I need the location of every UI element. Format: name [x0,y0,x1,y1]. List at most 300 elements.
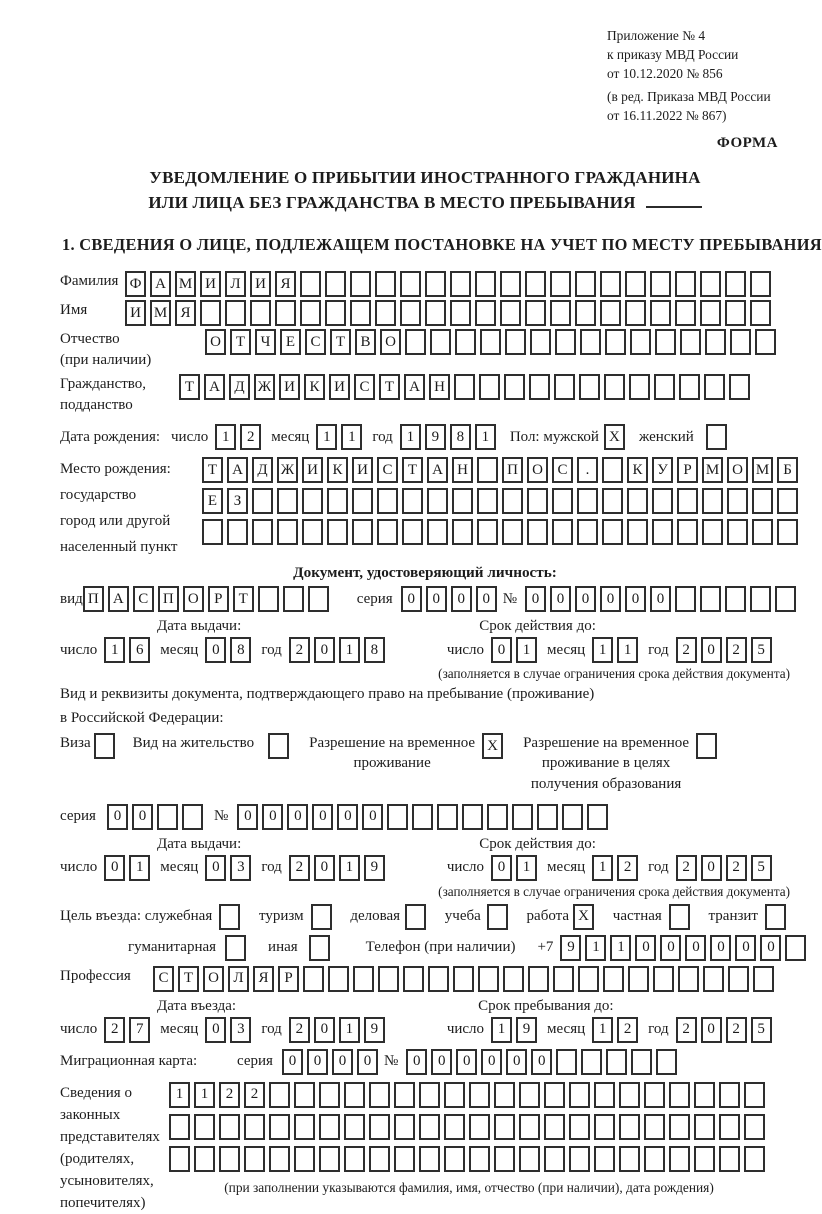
identity-issue-heading: Дата выдачи: [157,618,242,635]
surname-boxes [125,271,775,297]
char-box: 3 [230,1017,251,1043]
char-box: 2 [676,637,697,663]
migration-card-row [60,1049,790,1075]
char-box: 5 [751,637,772,663]
char-box [578,966,599,992]
char-box: 1 [215,424,236,450]
day-label: число [171,428,209,445]
surname-label: Фамилия [60,273,119,290]
char-box [454,374,475,400]
char-box [369,1114,390,1140]
char-box: 6 [129,637,150,663]
char-box [580,329,601,355]
sex-male-label: Пол: мужской [509,428,599,445]
char-box [283,586,304,612]
char-box [602,488,623,514]
char-box [575,271,596,297]
char-box [350,271,371,297]
entry-day [104,1017,154,1043]
char-box [625,271,646,297]
char-box: Т [330,329,351,355]
char-box [377,488,398,514]
char-box: З [227,488,248,514]
char-box: 0 [701,1017,722,1043]
birth-place-label: Место рождения: государство город или другой населенный пункт [60,461,178,556]
identity-expiry-group [447,637,776,663]
char-box [730,329,751,355]
char-box: 0 [525,586,546,612]
day-label: число [446,1021,485,1038]
char-box: 2 [219,1082,240,1108]
char-box: 0 [481,1049,502,1075]
residence-date-headings [60,836,790,853]
char-box: С [354,374,375,400]
year-label: год [261,641,282,658]
year-label: год [261,1021,282,1038]
char-box [219,1146,240,1172]
char-box [694,1146,715,1172]
char-box [679,374,700,400]
purpose-private-option: частная [613,904,694,930]
char-box: 0 [314,637,335,663]
char-box [669,1082,690,1108]
phone-label: Телефон (при наличии) [365,939,516,956]
identity-number-boxes [525,586,800,612]
char-box: Б [777,457,798,483]
day-label: число [60,641,98,658]
entry-dates-row [60,1017,790,1043]
char-box: 0 [701,637,722,663]
char-box [678,966,699,992]
char-box [469,1146,490,1172]
char-box [656,1049,677,1075]
char-box [625,300,646,326]
char-box: 0 [506,1049,527,1075]
char-box [556,1049,577,1075]
surname-row [60,271,790,297]
char-box: 8 [450,424,471,450]
char-box: С [305,329,326,355]
char-box: 0 [205,637,226,663]
char-box [300,271,321,297]
char-box: 0 [337,804,358,830]
year-label: год [648,641,669,658]
char-box [575,300,596,326]
name-boxes [125,300,775,326]
char-box: П [83,586,104,612]
char-box: С [153,966,174,992]
month-label: месяц [160,1021,199,1038]
char-box: 2 [240,424,261,450]
char-box: Л [225,271,246,297]
char-box: Е [280,329,301,355]
profession-label: Профессия [60,967,131,984]
stay-until-heading: Срок пребывания до: [478,997,614,1014]
char-box [302,519,323,545]
char-box: А [427,457,448,483]
char-box: К [627,457,648,483]
char-box: Ч [255,329,276,355]
char-box [631,1049,652,1075]
birth-place-row2 [202,488,802,514]
residence-options-row [60,733,790,794]
page-title [60,166,790,215]
temp-residence-option [309,733,507,774]
representatives-row2 [169,1114,769,1140]
char-box [752,519,773,545]
phone-prefix: +7 [537,939,554,956]
char-box [785,935,806,961]
char-box [587,804,608,830]
identity-series-boxes [401,586,501,612]
char-box: Л [228,966,249,992]
char-box [600,271,621,297]
char-box: Р [278,966,299,992]
char-box: 1 [516,855,537,881]
char-box [725,271,746,297]
char-box: 2 [617,855,638,881]
char-box [669,1114,690,1140]
char-box [475,300,496,326]
char-box: И [200,271,221,297]
char-box: Т [178,966,199,992]
char-box [300,300,321,326]
char-box: О [205,329,226,355]
char-box [727,488,748,514]
char-box: 0 [491,637,512,663]
char-box: И [279,374,300,400]
char-box: О [527,457,548,483]
patronymic-note: (при наличии) [60,352,152,369]
char-box: 0 [685,935,706,961]
char-box [725,300,746,326]
char-box: Я [275,271,296,297]
char-box: 2 [104,1017,125,1043]
visa-checkbox [94,733,115,759]
purpose-label: Цель въезда: служебная [60,908,213,925]
char-box [537,804,558,830]
day-label: число [446,859,485,876]
char-box: М [702,457,723,483]
char-box: А [150,271,171,297]
sex-female-label: женский [638,428,694,445]
appendix-block [607,26,797,125]
char-box [655,329,676,355]
char-box [402,519,423,545]
stay-day [491,1017,541,1043]
char-box: А [404,374,425,400]
char-box: Т [230,329,251,355]
char-box: 0 [287,804,308,830]
char-box [777,488,798,514]
char-box [581,1049,602,1075]
birth-date-label: Дата рождения: [60,428,161,445]
citizenship-boxes [179,374,754,400]
char-box: 8 [230,637,251,663]
char-box: 1 [194,1082,215,1108]
char-box [577,488,598,514]
char-box: 1 [617,637,638,663]
char-box: 2 [726,855,747,881]
patronymic-label: Отчество (при наличии) [60,329,205,371]
char-box [552,519,573,545]
year-label: год [648,1021,669,1038]
char-box [375,271,396,297]
month-label: месяц [160,641,199,658]
char-box [519,1082,540,1108]
char-box: М [175,271,196,297]
appendix-line: (в ред. Приказа МВД России [607,89,771,105]
char-box: О [203,966,224,992]
residence-issue-day [104,855,154,881]
char-box: Т [402,457,423,483]
char-box [503,966,524,992]
char-box: Д [229,374,250,400]
month-label: месяц [547,1021,586,1038]
representatives-row3 [169,1146,769,1172]
char-box [603,966,624,992]
profession-row [60,966,790,992]
identity-expiry-year [676,637,776,663]
page-title-line2: ИЛИ ЛИЦА БЕЗ ГРАЖДАНСТВА В МЕСТО ПРЕБЫВАНИЯ [60,191,790,216]
birth-day-boxes [215,424,265,450]
char-box [504,374,525,400]
name-row [60,300,790,326]
char-box [444,1082,465,1108]
char-box: 9 [364,855,385,881]
char-box [752,488,773,514]
purpose-official-option [60,904,244,930]
birth-place-row3 [202,519,802,545]
char-box [344,1114,365,1140]
char-box [606,1049,627,1075]
char-box [258,586,279,612]
char-box [303,966,324,992]
char-box: К [327,457,348,483]
char-box: 0 [760,935,781,961]
identity-doc-heading: Документ, удостоверяющий личность: [293,564,557,582]
residence-intro1: Вид и реквизиты документа, подтверждающего право на пребывание (проживание) [60,686,595,703]
char-box [325,300,346,326]
char-box [480,329,501,355]
char-box [702,488,723,514]
appendix-line: от 10.12.2020 № 856 [607,66,723,82]
char-box: 2 [289,1017,310,1043]
char-box: 2 [726,1017,747,1043]
char-box [202,519,223,545]
edu-residence-checkbox [696,733,717,759]
char-box [244,1146,265,1172]
char-box [419,1114,440,1140]
char-box [437,804,458,830]
migration-number-boxes [406,1049,681,1075]
edu-residence-label: Разрешение на временное проживание в целях получения образования [523,735,690,792]
char-box [569,1146,590,1172]
temp-residence-label: Разрешение на временное проживание [309,735,476,772]
char-box [244,1114,265,1140]
char-box: М [752,457,773,483]
char-box [294,1082,315,1108]
purpose-tourism-option: туризм [259,904,336,930]
identity-kind-row [60,586,790,612]
char-box: Ж [254,374,275,400]
char-box: Д [252,457,273,483]
char-box [528,966,549,992]
char-box [394,1082,415,1108]
char-box [477,488,498,514]
char-box [525,300,546,326]
birth-place-rows [202,457,802,545]
purpose-business-option: деловая [350,904,430,930]
char-box [275,300,296,326]
char-box [219,1114,240,1140]
purpose-study-option: учеба [445,904,512,930]
visit-purpose-row [60,904,790,930]
purpose-private-checkbox [669,904,690,930]
identity-series-label: серия [356,590,393,607]
char-box [529,374,550,400]
residence-issue-month [205,855,255,881]
char-box: 0 [282,1049,303,1075]
day-label: число [60,1021,98,1038]
residence-expiry-day [491,855,541,881]
residence-permit-label: Вид на жительство [132,735,255,752]
char-box: И [352,457,373,483]
char-box [428,966,449,992]
char-box: И [302,457,323,483]
char-box: П [502,457,523,483]
migration-series-label: серия [237,1053,273,1070]
char-box [579,374,600,400]
phone-boxes [560,935,810,961]
char-box [352,488,373,514]
char-box [744,1114,765,1140]
char-box: М [150,300,171,326]
char-box: У [652,457,673,483]
char-box: 5 [751,1017,772,1043]
residence-issue-heading: Дата выдачи: [157,835,242,852]
char-box [455,329,476,355]
char-box [725,586,746,612]
identity-kind-boxes [83,586,333,612]
char-box: 1 [475,424,496,450]
char-box [750,271,771,297]
char-box [478,966,499,992]
char-box [650,300,671,326]
char-box: 1 [400,424,421,450]
char-box [744,1146,765,1172]
purpose-transit-checkbox [765,904,786,930]
residence-intro2: в Российской Федерации: [60,710,224,727]
char-box [369,1082,390,1108]
char-box [462,804,483,830]
char-box: Т [179,374,200,400]
year-label: год [648,859,669,876]
month-label: месяц [160,859,199,876]
char-box: 0 [314,855,335,881]
char-box [700,300,721,326]
purpose-work-checkbox: X [573,904,594,930]
char-box: 1 [592,1017,613,1043]
char-box [394,1146,415,1172]
char-box [628,966,649,992]
char-box [675,271,696,297]
char-box [328,966,349,992]
char-box: 5 [751,855,772,881]
char-box: О [380,329,401,355]
char-box [402,488,423,514]
char-box [319,1114,340,1140]
char-box [294,1114,315,1140]
char-box: Ф [125,271,146,297]
identity-kind-label: вид [60,590,83,607]
purpose-study-checkbox [487,904,508,930]
identity-number-label: № [502,590,517,607]
char-box [269,1082,290,1108]
char-box [269,1146,290,1172]
char-box [169,1146,190,1172]
char-box: 9 [425,424,446,450]
char-box [182,804,203,830]
char-box: 1 [339,855,360,881]
char-box: 0 [205,1017,226,1043]
char-box: 9 [364,1017,385,1043]
char-box: 1 [129,855,150,881]
char-box [400,300,421,326]
char-box: 0 [710,935,731,961]
char-box [675,300,696,326]
char-box [378,966,399,992]
char-box: Я [253,966,274,992]
char-box [627,488,648,514]
char-box [680,329,701,355]
char-box: 0 [312,804,333,830]
section1-heading: 1. СВЕДЕНИЯ О ЛИЦЕ, ПОДЛЕЖАЩЕМ ПОСТАНОВКЕ НА УЧЕТ ПО МЕСТУ ПРЕБЫВАНИЯ [62,235,822,255]
char-box: 3 [230,855,251,881]
identity-expiry-note: (заполняется в случае ограничения срока действия документа) [438,666,790,682]
form-label: ФОРМА [716,135,778,152]
char-box: 1 [592,637,613,663]
char-box [344,1082,365,1108]
char-box [353,966,374,992]
char-box [569,1082,590,1108]
char-box [319,1082,340,1108]
purpose-work-option: работа X [527,904,599,930]
char-box: 0 [307,1049,328,1075]
char-box: Т [379,374,400,400]
purpose-tourism-checkbox [311,904,332,930]
char-box [500,300,521,326]
birth-day-group [167,424,500,450]
representatives-note: (при заполнении указываются фамилия, имя, отчество (при наличии), дата рождения) [224,1179,714,1195]
char-box [252,519,273,545]
char-box [627,519,648,545]
char-box: С [377,457,398,483]
char-box [602,519,623,545]
char-box: Е [202,488,223,514]
char-box: 2 [289,855,310,881]
identity-date-headings [60,618,790,635]
year-label: год [261,859,282,876]
char-box: 2 [676,1017,697,1043]
char-box: 2 [726,637,747,663]
birth-place-block [60,457,790,561]
char-box [427,488,448,514]
char-box: 0 [650,586,671,612]
char-box: 0 [735,935,756,961]
residence-series-boxes [107,804,207,830]
char-box [487,804,508,830]
